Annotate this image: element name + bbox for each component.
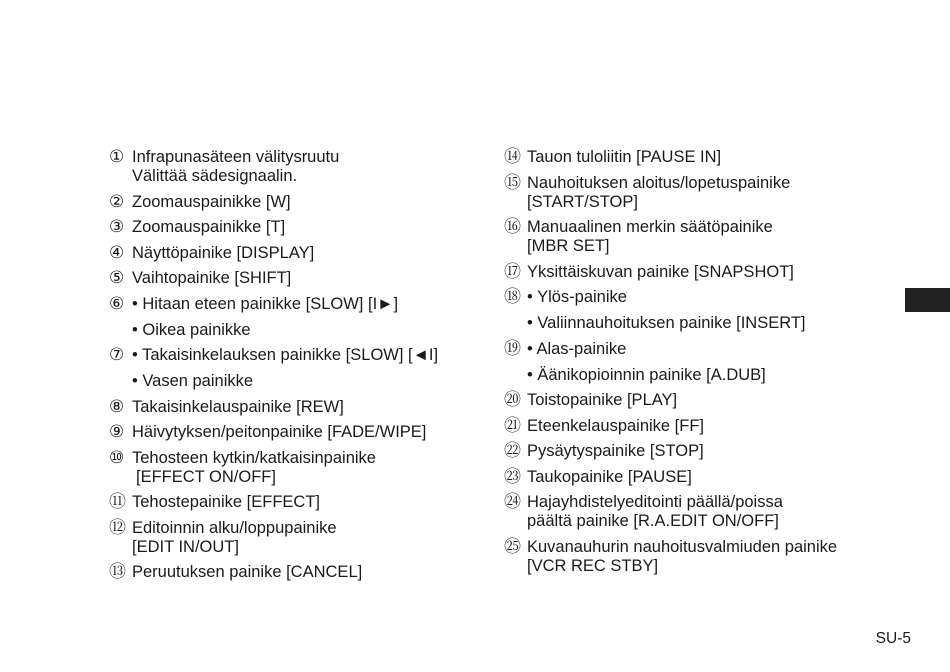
item-text-cont: [EFFECT ON/OFF]	[136, 467, 276, 486]
item-number: ④	[109, 242, 125, 263]
item-text: Eteenkelauspainike [FF]	[527, 416, 705, 435]
item-text: Yksittäiskuvan painike [SNAPSHOT]	[527, 262, 794, 281]
list-item-15	[504, 174, 884, 212]
item-number: ⑰	[504, 261, 521, 282]
list-item-25	[504, 538, 884, 576]
item-text: Kuvanauhurin nauhoitusvalmiuden painike	[527, 537, 838, 556]
item-text: • Alas-painike	[527, 339, 627, 358]
item-text: Takaisinkelauspainike [REW]	[132, 397, 344, 416]
item-number: ⑳	[504, 390, 521, 410]
item-text-alt: • Oikea painikke	[132, 320, 251, 339]
item-text: Vaihtopainike [SHIFT]	[132, 269, 292, 287]
list-item-22	[504, 442, 884, 461]
item-text: Manuaalinen merkin säätöpainike	[527, 218, 773, 236]
item-text: Tehosteen kytkin/katkaisinpainike	[132, 448, 376, 467]
item-number: ⑩	[109, 447, 125, 468]
item-number: ⑪	[109, 492, 126, 512]
item-text: Zoomauspainikke [T]	[132, 218, 286, 236]
item-text-cont: päältä painike [R.A.EDIT ON/OFF]	[527, 512, 779, 530]
list-item-2	[109, 193, 489, 212]
list-item-16	[504, 218, 884, 256]
item-text: Hajayhdistelyeditointi päällä/poissa	[527, 493, 783, 511]
item-number: ㉓	[504, 466, 521, 487]
item-number: ⑲	[504, 338, 521, 359]
item-number: ⑤	[109, 268, 125, 288]
item-number: ⑦	[109, 345, 125, 365]
item-number: ⑯	[504, 217, 521, 237]
item-description: Välittää sädesignaalin.	[132, 167, 298, 185]
list-item-20	[504, 391, 884, 410]
item-number: ③	[109, 217, 125, 237]
list-item-14	[504, 148, 884, 167]
item-text: Näyttöpainike [DISPLAY]	[132, 243, 315, 262]
list-item-23	[504, 468, 884, 487]
item-text-alt: • Valiinnauhoituksen painike [INSERT]	[527, 314, 806, 332]
right-item-list	[504, 148, 884, 582]
item-number: ⑮	[504, 172, 521, 193]
list-item-8	[109, 398, 489, 417]
list-item-21	[504, 417, 884, 436]
item-text: Zoomauspainikke [W]	[132, 192, 291, 211]
item-number: ⑫	[109, 517, 126, 538]
item-text-alt: • Vasen painikke	[132, 372, 254, 390]
item-text: Toistopainike [PLAY]	[527, 391, 678, 409]
item-number: ⑨	[109, 422, 125, 442]
list-item-18	[504, 288, 884, 333]
item-text: Peruutuksen painike [CANCEL]	[132, 563, 363, 581]
item-number: ㉔	[504, 492, 521, 512]
list-item-1	[109, 148, 489, 186]
list-item-4	[109, 244, 489, 263]
item-number: ⑭	[504, 147, 521, 167]
item-text: Tauon tuloliitin [PAUSE IN]	[527, 148, 722, 166]
list-item-6	[109, 295, 489, 340]
item-text: • Ylös-painike	[527, 288, 627, 306]
list-item-11	[109, 493, 489, 512]
list-item-24	[504, 493, 884, 531]
left-item-list	[109, 148, 489, 589]
item-number: ⑧	[109, 396, 125, 417]
list-item-10	[109, 449, 489, 487]
page-number: SU-5	[875, 630, 911, 647]
list-item-19	[504, 340, 884, 385]
item-text: Nauhoituksen aloitus/lopetuspainike	[527, 173, 791, 192]
item-text-cont: [EDIT IN/OUT]	[132, 537, 239, 556]
item-number: ①	[109, 147, 125, 167]
list-item-12	[109, 519, 489, 557]
item-text: Tehostepainike [EFFECT]	[132, 493, 320, 511]
item-text: Taukopainike [PAUSE]	[527, 467, 692, 486]
item-number: ⑬	[109, 562, 126, 582]
item-text: • Takaisinkelauksen painikke [SLOW] [◄I]	[132, 346, 439, 364]
section-tab-marker	[905, 288, 950, 312]
list-item-17	[504, 263, 884, 282]
item-number: ②	[109, 191, 125, 212]
list-item-3	[109, 218, 489, 237]
item-text-cont: [START/STOP]	[527, 192, 638, 211]
list-item-13	[109, 563, 489, 582]
item-text: • Hitaan eteen painikke [SLOW] [I►]	[132, 294, 399, 313]
item-text: Editoinnin alku/loppupainike	[132, 518, 337, 537]
item-number: ㉒	[504, 441, 521, 461]
item-number: ㉑	[504, 415, 521, 436]
item-text-alt: • Äänikopioinnin painike [A.DUB]	[527, 365, 766, 384]
item-text: Häivytyksen/peitonpainike [FADE/WIPE]	[132, 423, 427, 441]
item-number: ㉕	[504, 536, 521, 557]
item-text: Pysäytyspainike [STOP]	[527, 442, 704, 460]
list-item-7	[109, 346, 489, 391]
item-text-cont: [VCR REC STBY]	[527, 556, 659, 575]
list-item-9	[109, 423, 489, 442]
item-text: Infrapunasäteen välitysruutu	[132, 148, 340, 166]
item-text-cont: [MBR SET]	[527, 237, 610, 255]
list-item-5	[109, 269, 489, 288]
item-number: ⑱	[504, 287, 521, 307]
item-number: ⑥	[109, 293, 125, 314]
